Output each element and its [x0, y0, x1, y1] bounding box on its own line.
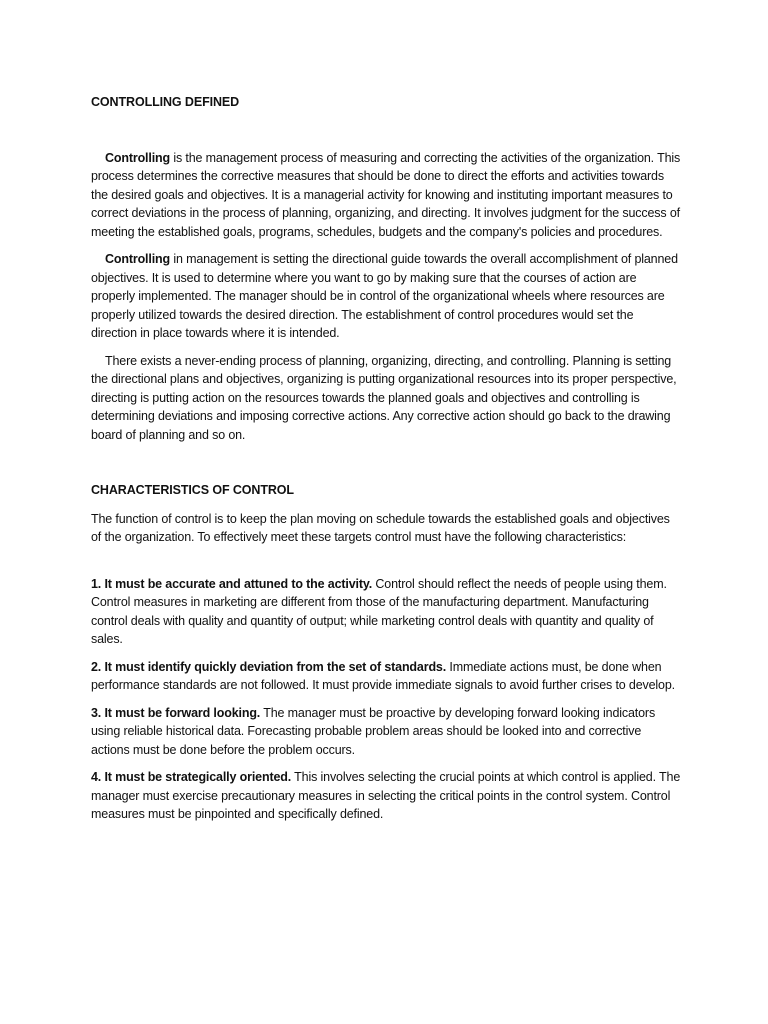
list-item-text: The manager must be proactive by developing forward looking indicators using reliable historical data. Forecasting probable problem areas should be looked into and corrective actions must be done before the problem occurs.	[91, 705, 656, 757]
list-item-lead: 2. It must identify quickly deviation from the set of standards.	[91, 659, 447, 674]
paragraph-management-process-cycle	[91, 352, 681, 445]
paragraph-lead: Controlling	[105, 252, 171, 266]
paragraph-text: in management is setting the directional guide towards the overall accomplishment of planned objectives. It is used to determine where you want to go by making sure that the courses of action are properly implemented. The manager should be in control of the organizational wheels where resources are properly utilized towards the desired direction. The establishment of control procedures would set the direction in place towards where it is intended.	[91, 252, 678, 340]
list-item-text: Control should reflect the needs of people using them. Control measures in marketing are different from those of the manufacturing department. Manufacturing control deals with quality and quantity of output; while marketing control deals with quantity and quality of sales.	[91, 576, 667, 646]
list-item-characteristic-3	[91, 704, 681, 760]
paragraph-controlling-in-management	[91, 250, 681, 343]
list-item-lead: 3. It must be forward looking.	[91, 705, 261, 720]
list-item-lead: 4. It must be strategically oriented.	[91, 770, 292, 784]
paragraph-text: There exists a never-ending process of planning, organizing, directing, and controlling. Planning is setting the directional plans and objectives, organizing is putting organizational resources into its proper perspective, directing is putting action on the resources towards the planned goals and objectives and controlling is determining deviations and imposing corrective actions. Any corrective action should go back to the drawing board of planning and so on.	[91, 353, 677, 442]
paragraph-function-of-control	[91, 510, 681, 547]
paragraph-text: is the management process of measuring and correcting the activities of the organization. This process determines the corrective measures that should be done to direct the efforts and activities towards the desired goals and objectives. It is a managerial activity for knowing and instituting important measures to correct deviations in the process of planning, organizing, and directing. It involves judgment for the success of meeting the established goals, programs, schedules, budgets and the company's policies and procedures.	[91, 150, 681, 239]
paragraph-lead: The function of control	[91, 511, 212, 526]
document-body	[91, 93, 681, 824]
paragraph-text: is to keep the plan moving on schedule towards the established goals and objectives of the organization. To effectively meet these targets control must have the following characteristics:	[91, 511, 670, 544]
list-item-lead: 1. It must be accurate and attuned to the activity.	[91, 576, 373, 591]
list-item-characteristic-4	[91, 768, 681, 824]
list-item-characteristic-2	[91, 658, 681, 695]
paragraph-controlling-definition	[91, 149, 681, 242]
list-item-characteristic-1	[91, 575, 681, 649]
list-item-text: Immediate actions must, be done when performance standards are not followed. It must provide immediate signals to avoid further crises to develop.	[91, 659, 675, 692]
section-heading-characteristics-of-control: CHARACTERISTICS OF CONTROL	[91, 483, 294, 497]
paragraph-lead: Controlling	[105, 150, 171, 165]
section-heading-controlling-defined: CONTROLLING DEFINED	[91, 95, 240, 109]
list-item-text: This involves selecting the crucial points at which control is applied. The manager must exercise precautionary measures in selecting the critical points in the control system. Control measures must be pinpointed and specifically defined.	[91, 770, 681, 821]
